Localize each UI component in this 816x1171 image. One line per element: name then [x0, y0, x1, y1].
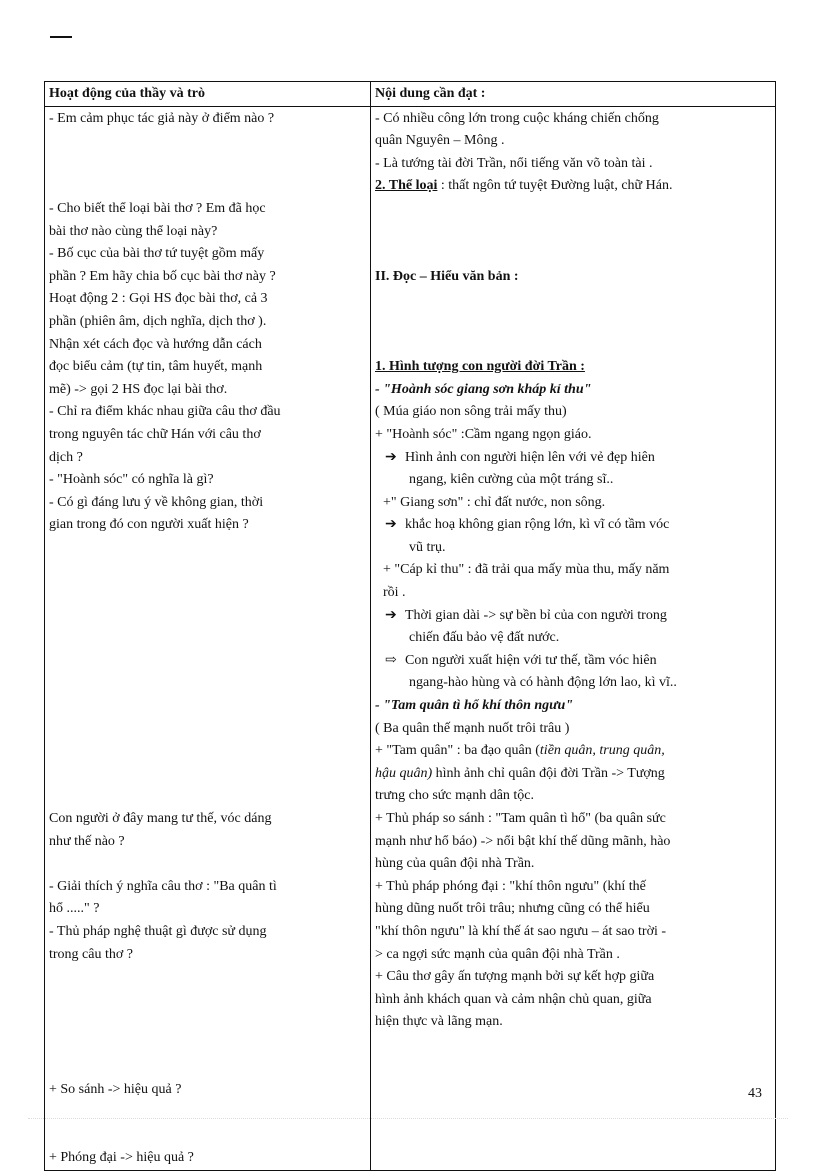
- tq-italic: tiền quân, trung quân,: [539, 743, 665, 759]
- content-line: + Câu thơ gây ấn tượng mạnh bởi sự kết hợp giữa: [375, 969, 655, 985]
- blank-line: [49, 1102, 366, 1125]
- blank-line: [49, 785, 366, 808]
- activity-line: - Giải thích ý nghĩa câu thơ : "Ba quân tì: [49, 878, 277, 894]
- verse-translation: ( Ba quân thế mạnh nuốt trôi trâu ): [375, 720, 570, 736]
- blank-line: [49, 153, 366, 176]
- content-line: ngang, kiên cường của một tráng sĩ..: [409, 472, 614, 488]
- arrow-text: Hình ảnh con người hiện lên với vẻ đẹp hiên: [405, 449, 655, 465]
- blank-line: [49, 989, 366, 1012]
- activity-line: - Thủ pháp nghệ thuật gì được sử dụng: [49, 923, 267, 939]
- content-line: trưng cho sức mạnh dân tộc.: [375, 788, 535, 804]
- table-header-row: [45, 82, 776, 107]
- verse-line: - "Tam quân tì hổ khí thôn ngưu": [375, 698, 574, 714]
- page-number: 43: [748, 1086, 762, 1101]
- activity-line: bài thơ nào cùng thể loại này?: [49, 223, 218, 239]
- blank-line: [49, 695, 366, 718]
- content-line: + Thủ pháp so sánh : "Tam quân tì hổ" (ba quân sức: [375, 811, 666, 826]
- blank-line: [49, 605, 366, 628]
- activity-line: - Chỉ ra điểm khác nhau giữa câu thơ đầu: [49, 404, 281, 420]
- activity-line: phần ? Em hãy chia bố cục bài thơ này ?: [49, 268, 276, 284]
- blank-line: [375, 198, 771, 221]
- genre-label: 2. Thể loại: [375, 178, 438, 194]
- blank-line: [375, 221, 771, 244]
- activity-line: - Cho biết thể loại bài thơ ? Em đã học: [49, 200, 266, 216]
- genre-text: : thất ngôn tứ tuyệt Đường luật, chữ Hán.: [440, 178, 673, 194]
- content-line: [375, 763, 771, 786]
- activity-line: như thế nào ?: [49, 833, 125, 849]
- blank-line: [375, 334, 771, 357]
- hollow-right-arrow-icon: ⇨: [385, 652, 397, 668]
- activity-line: dịch ?: [49, 449, 83, 465]
- arrow-line: [375, 514, 771, 537]
- arrow-text: Con người xuất hiện với tư thế, tầm vóc hiên: [405, 652, 657, 668]
- activity-line: Hoạt động 2 : Gọi HS đọc bài thơ, cả 3: [49, 291, 268, 307]
- arrow-line: [375, 447, 771, 470]
- table-body-row: [45, 106, 776, 1170]
- tq-text: hình ảnh chỉ quân đội đời Trần -> Tượng: [432, 765, 665, 781]
- right-arrow-icon: ➔: [385, 517, 397, 533]
- content-line: hiện thực và lãng mạn.: [375, 1014, 503, 1030]
- blank-line: [49, 627, 366, 650]
- arrow-line: [375, 650, 771, 673]
- blank-line: [49, 582, 366, 605]
- header-content: Nội dung cần đạt :: [371, 82, 776, 107]
- content-line: hình ảnh khách quan và cảm nhận chủ quan, giữa: [375, 991, 652, 1007]
- content-line: ngang-hào hùng và có hành động lớn lao, kì vĩ..: [409, 675, 677, 691]
- activity-line: + So sánh -> hiệu quả ?: [49, 1082, 182, 1098]
- content-line: mạnh như hổ báo) -> nổi bật khí thế dũng mãnh, hào: [375, 833, 671, 849]
- activity-line: gian trong đó con người xuất hiện ?: [49, 517, 249, 533]
- top-dash-mark: [50, 36, 72, 38]
- blank-line: [49, 175, 366, 198]
- blank-line: [49, 130, 366, 153]
- blank-line: [49, 672, 366, 695]
- blank-line: [49, 966, 366, 989]
- section-heading: II. Đọc – Hiểu văn bản :: [375, 268, 519, 284]
- content-line: [375, 740, 771, 763]
- verse-translation: ( Múa giáo non sông trải mấy thu): [375, 404, 567, 420]
- activity-line: - Có gì đáng lưu ý về không gian, thời: [49, 494, 264, 510]
- header-teacher-student: Hoạt động của thầy và trò: [45, 82, 371, 107]
- blank-line: [49, 1057, 366, 1080]
- content-line: + "Cáp kỉ thu" : đã trải qua mấy mùa thu, mấy năm: [383, 562, 670, 578]
- content-line: quân Nguyên – Mông .: [375, 133, 505, 149]
- activity-line: phần (phiên âm, dịch nghĩa, dịch thơ ).: [49, 313, 267, 329]
- activity-line: + Phóng đại -> hiệu quả ?: [49, 1149, 194, 1165]
- lesson-table: [44, 81, 776, 1171]
- subsection-heading: 1. Hình tượng con người đời Trần :: [375, 359, 585, 375]
- blank-line: [49, 1124, 366, 1147]
- blank-line: [49, 763, 366, 786]
- right-arrow-icon: ➔: [385, 449, 397, 465]
- tq-italic: hậu quân): [375, 765, 433, 781]
- activity-line: Con người ở đây mang tư thế, vóc dáng: [49, 811, 272, 826]
- content-line: "khí thôn ngưu" là khí thế át sao ngưu – át sao trời -: [375, 923, 667, 939]
- activity-line: mẽ) -> gọi 2 HS đọc lại bài thơ.: [49, 381, 228, 397]
- blank-line: [375, 243, 771, 266]
- content-line: + "Hoành sóc" :Cầm ngang ngọn giáo.: [375, 426, 592, 442]
- left-column: [45, 106, 371, 1170]
- content-line: - Có nhiều công lớn trong cuộc kháng chiến chống: [375, 110, 659, 126]
- blank-line: [49, 718, 366, 741]
- content-line: chiến đấu bảo vệ đất nước.: [409, 630, 560, 646]
- activity-line: - Bố cục của bài thơ tứ tuyệt gồm mấy: [49, 246, 265, 262]
- blank-line: [49, 1034, 366, 1057]
- blank-line: [49, 740, 366, 763]
- bottom-divider: [28, 1118, 788, 1119]
- content-line: rồi .: [383, 585, 406, 601]
- activity-line: Nhận xét cách đọc và hướng dẫn cách: [49, 336, 262, 352]
- verse-line: - "Hoành sóc giang sơn kháp kỉ thu": [375, 381, 592, 397]
- right-column: [371, 106, 776, 1170]
- blank-line: [375, 311, 771, 334]
- arrow-text: Thời gian dài -> sự bền bỉ của con người trong: [405, 607, 667, 623]
- right-arrow-icon: ➔: [385, 607, 397, 623]
- arrow-text: khắc hoạ không gian rộng lớn, kì vĩ có tầm vóc: [405, 517, 670, 533]
- tq-text: + "Tam quân" : ba đạo quân (: [375, 743, 540, 759]
- content-line: - Là tướng tài đời Trần, nổi tiếng văn võ toàn tài .: [375, 155, 653, 171]
- blank-line: [49, 537, 366, 560]
- activity-line: hổ ....." ?: [49, 901, 100, 917]
- blank-line: [49, 1011, 366, 1034]
- arrow-line: [375, 605, 771, 628]
- content-line: hùng dũng nuốt trôi trâu; nhưng cũng có thể hiểu: [375, 901, 650, 917]
- activity-line: trong câu thơ ?: [49, 946, 133, 962]
- content-line: + Thủ pháp phóng đại : "khí thôn ngưu" (khí thế: [375, 878, 646, 894]
- content-line: vũ trụ.: [409, 539, 446, 555]
- activity-line: đọc biểu cảm (tự tin, tâm huyết, mạnh: [49, 359, 263, 375]
- content-line: > ca ngợi sức mạnh của quân đội nhà Trần .: [375, 946, 620, 962]
- activity-line: - Em cảm phục tác giả này ở điểm nào ?: [49, 110, 275, 126]
- content-line: +" Giang sơn" : chỉ đất nước, non sông.: [383, 494, 606, 510]
- activity-line: trong nguyên tác chữ Hán với câu thơ: [49, 426, 261, 442]
- blank-line: [49, 559, 366, 582]
- blank-line: [375, 288, 771, 311]
- content-line: hùng của quân đội nhà Trần.: [375, 856, 535, 872]
- activity-line: - "Hoành sóc" có nghĩa là gì?: [49, 472, 214, 488]
- blank-line: [49, 853, 366, 876]
- genre-line: [375, 175, 771, 198]
- blank-line: [49, 650, 366, 673]
